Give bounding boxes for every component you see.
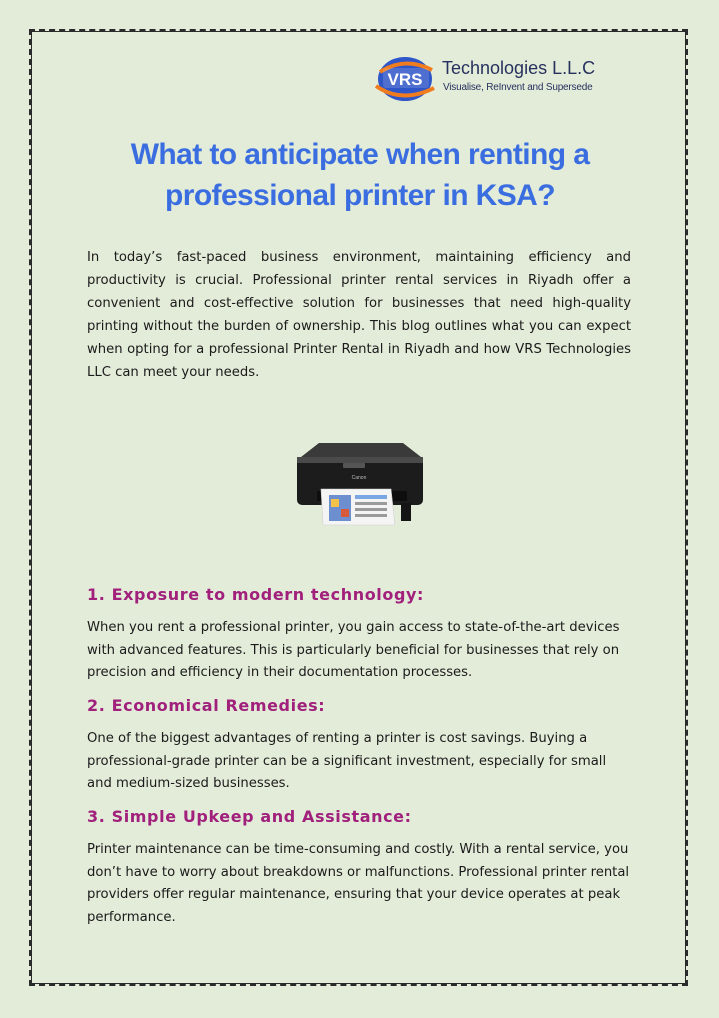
printer-brand-label: Canon xyxy=(351,475,367,481)
intro-paragraph: In today’s fast-paced business environment, maintaining efficiency and productivity is crucial. Professional printer rental services in Riyadh offer a convenient and cost-effective solution for businesses that need high-quality printing without the burden of ownership. This blog outlines what you can expect when opting for a professional Printer Rental in Riyadh and how VRS Technologies LLC can meet your needs. xyxy=(87,250,631,380)
logo-mark-text: VRS xyxy=(387,70,423,89)
section-2-body: One of the biggest advantages of renting a printer is cost savings. Buying a professional-grade printer can be a significant investment, especially for small and medium-sized businesses. xyxy=(87,731,607,792)
logo-tagline: Visualise, ReInvent and Supersede xyxy=(443,82,593,93)
printer-image xyxy=(291,437,426,529)
section-1-body: When you rent a professional printer, you gain access to state-of-the-art devices with advanced features. This is particularly beneficial for businesses that rely on precision and efficiency in their documentation processes. xyxy=(87,620,620,681)
section-3-body: Printer maintenance can be time-consuming and costly. With a rental service, you don’t have to worry about breakdowns or malfunctions. Professional printer rental providers offer regular maintenance, ensuring that your device operates at peak performance. xyxy=(87,842,630,925)
vrs-globe-icon xyxy=(372,52,442,106)
page-title: What to anticipate when renting a professional printer in KSA? xyxy=(130,138,590,212)
section-3-heading: 3. Simple Upkeep and Assistance: xyxy=(87,807,412,826)
section-2-heading: 2. Economical Remedies: xyxy=(87,696,326,715)
section-1-heading: 1. Exposure to modern technology: xyxy=(87,585,425,604)
company-logo xyxy=(372,52,602,106)
logo-company-name: Technologies L.L.C xyxy=(442,58,596,78)
